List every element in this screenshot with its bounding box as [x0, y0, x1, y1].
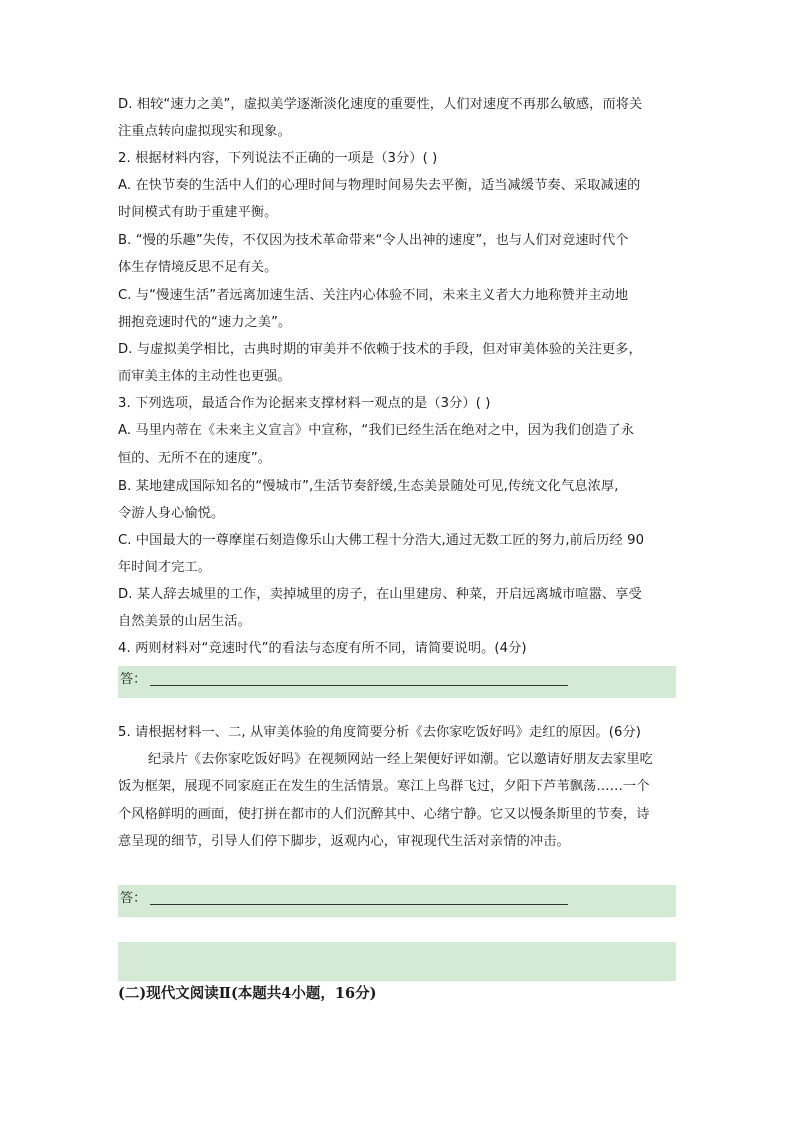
q5-answer-label: 答：: [120, 891, 147, 906]
q5-stem: 5. 请根据材料一、二, 从审美体验的角度简要分析《去你家吃饭好吗》走红的原因。(6分): [118, 725, 641, 740]
q2-option-d-line1: D. 与虚拟美学相比，古典时期的审美并不依赖于技术的手段，但对审美体验的关注更多，: [118, 342, 642, 357]
q5-passage-line2: 饭为框架，展现不同家庭正在发生的生活情景。寒江上鸟群飞过，夕阳下芦苇飘荡……一个: [118, 779, 650, 794]
q2-option-a-line1: A. 在快节奏的生活中人们的心理时间与物理时间易失去平衡，适当减缓节奏、采取减速的: [118, 178, 641, 193]
q4-answer-line: [150, 685, 568, 686]
q2-stem: 2. 根据材料内容，下列说法不正确的一项是（3分）( ): [118, 151, 438, 166]
q2-option-d-line2: 而审美主体的主动性也更强。: [118, 369, 291, 384]
q2-option-b-line1: B. “慢的乐趣”失传，不仅因为技术革命带来“令人出神的速度”，也与人们对竞速时代个: [118, 233, 629, 248]
q2-option-c-line1: C. 与“慢速生活”者远离加速生活、关注内心体验不同，未来主义者大力地称赞并主动地: [118, 288, 629, 303]
q4-answer-area[interactable]: [118, 666, 676, 698]
q3-option-b-line1: B. 某地建成国际知名的“慢城市”,生活节奏舒缓,生态美景随处可见,传统文化气息浓厚,: [118, 479, 619, 494]
q2-option-b-line2: 体生存情境反思不足有关。: [118, 260, 278, 275]
q4-stem: 4. 两则材料对“竞速时代”的看法与态度有所不同，请简要说明。(4分): [118, 641, 527, 656]
q5-answer-line: [150, 904, 568, 905]
q3-option-c-line1: C. 中国最大的一尊摩崖石刻造像乐山大佛工程十分浩大,通过无数工匠的努力,前后历经 90: [118, 533, 645, 548]
q3-stem: 3. 下列选项，最适合作为论据来支撑材料一观点的是（3分）( ): [118, 396, 491, 411]
q3-option-d-line1: D. 某人辞去城里的工作，卖掉城里的房子，在山里建房、种菜，开启远离城市喧嚣、享受: [118, 587, 642, 602]
q5-answer-area[interactable]: [118, 885, 676, 917]
q5-passage-line4: 意呈现的细节，引导人们停下脚步，返观内心，审视现代生活对亲情的冲击。: [118, 834, 570, 849]
q3-option-a-line2: 恒的、无所不在的速度”。: [118, 451, 272, 466]
q3-option-a-line1: A. 马里内蒂在《未来主义宣言》中宣称，“我们已经生活在绝对之中，因为我们创造了永: [118, 423, 635, 438]
q5-answer-area-extra[interactable]: [118, 942, 676, 981]
q4-answer-label: 答：: [120, 672, 147, 687]
q1-option-d-line2: 注重点转向虚拟现实和现象。: [118, 124, 291, 139]
section-title-modern-reading-2: (二)现代文阅读Ⅱ(本题共4小题，16分): [118, 985, 377, 1002]
q2-option-a-line2: 时间模式有助于重建平衡。: [118, 205, 278, 220]
q1-option-d-line1: D. 相较“速力之美”，虚拟美学逐渐淡化速度的重要性，人们对速度不再那么敏感，而将关: [118, 97, 643, 112]
q3-option-c-line2: 年时间才完工。: [118, 560, 212, 575]
q3-option-b-line2: 令游人身心愉悦。: [118, 506, 225, 521]
q5-passage-line1: 纪录片《去你家吃饭好吗》在视频网站一经上架便好评如潮。它以邀请好朋友去家里吃: [148, 752, 653, 767]
q2-option-c-line2: 拥抱竞速时代的“速力之美”。: [118, 315, 292, 330]
q5-passage-line3: 个风格鲜明的画面，使打拼在都市的人们沉醉其中、心绪宁静。它又以慢条斯里的节奏，诗: [118, 807, 650, 822]
q3-option-d-line2: 自然美景的山居生活。: [118, 614, 251, 629]
